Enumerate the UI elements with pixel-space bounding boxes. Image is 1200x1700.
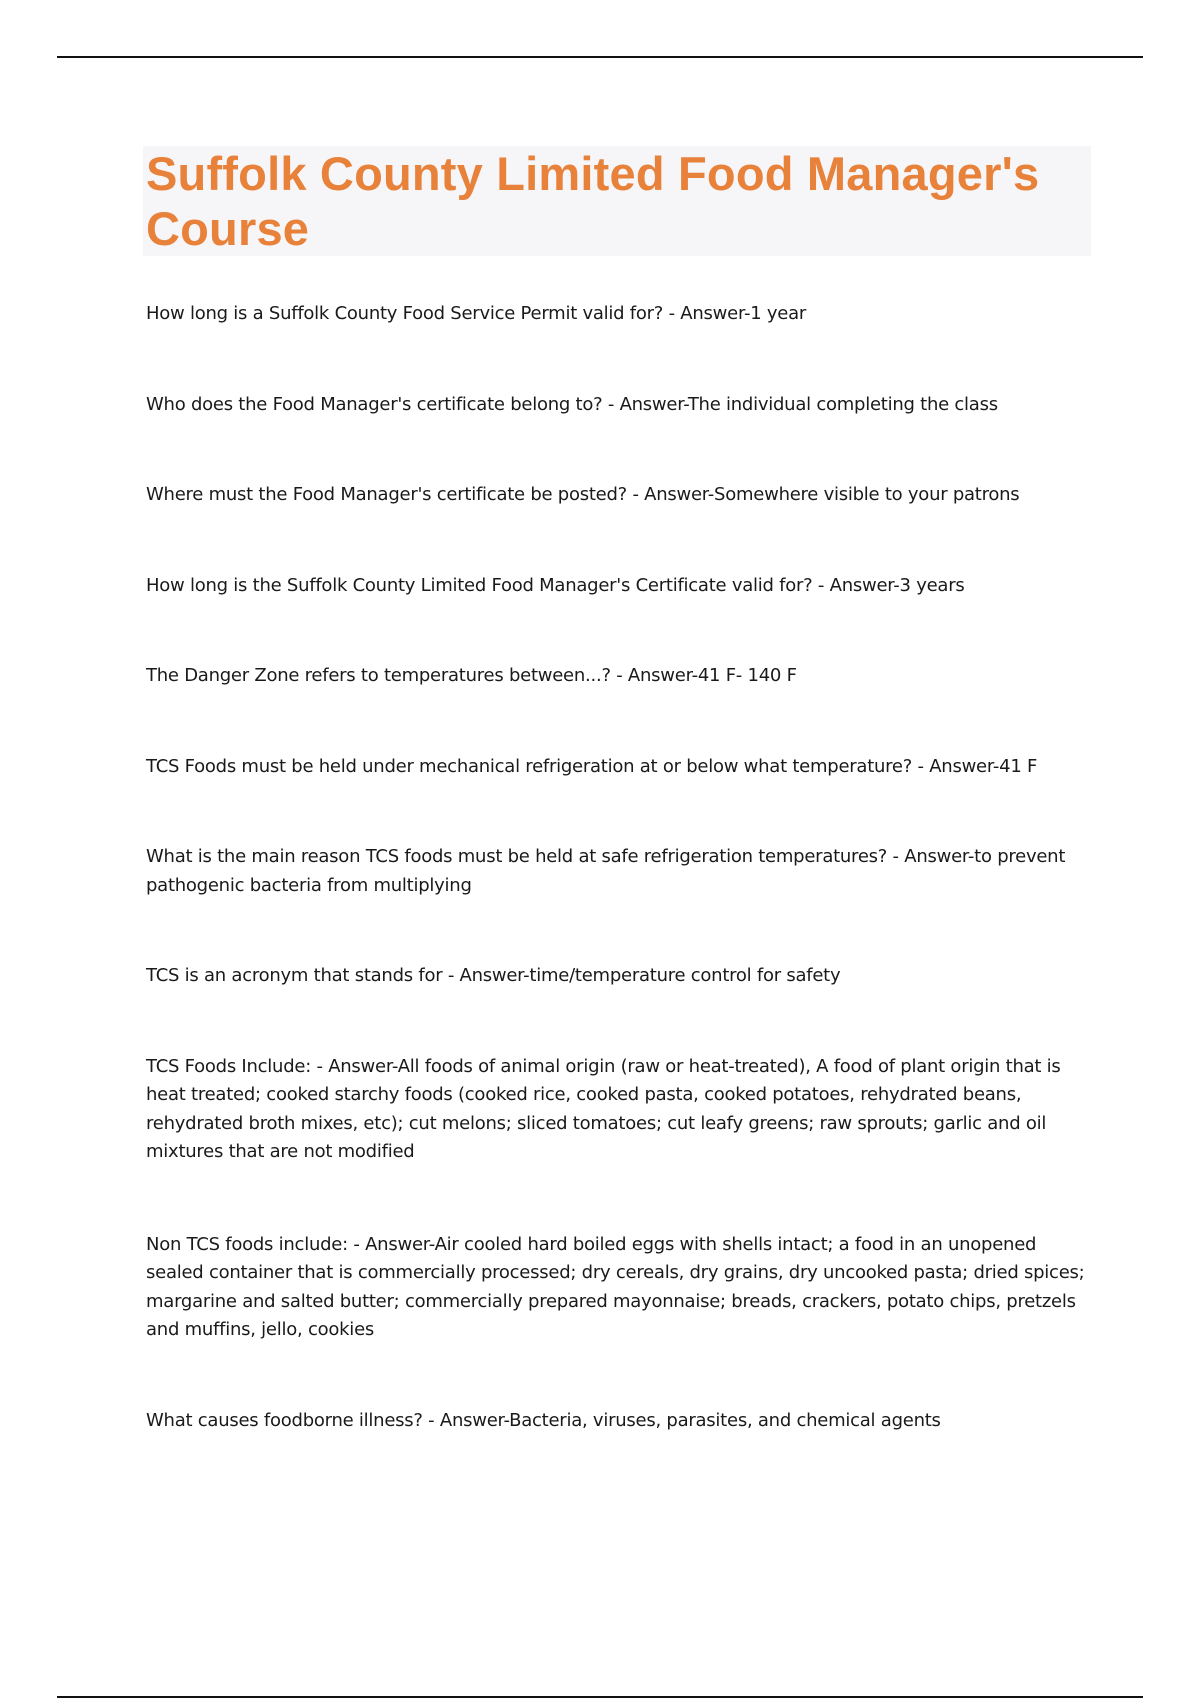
- qa-item: What causes foodborne illness? - Answer-Bacteria, viruses, parasites, and chemical agents: [146, 1409, 941, 1431]
- qa-item: How long is the Suffolk County Limited Food Manager's Certificate valid for? - Answer-3 years: [146, 574, 965, 596]
- bottom-rule: [57, 1696, 1143, 1698]
- qa-list: [146, 300, 1091, 1435]
- qa-item: TCS Foods must be held under mechanical refrigeration at or below what temperature? - Answer-41 F: [146, 755, 1038, 777]
- top-rule: [57, 56, 1143, 58]
- title-banner: [143, 146, 1091, 256]
- qa-item: The Danger Zone refers to temperatures between...? - Answer-41 F- 140 F: [146, 665, 797, 686]
- qa-item: Where must the Food Manager's certificate be posted? - Answer-Somewhere visible to your patrons: [146, 484, 1020, 505]
- qa-item: How long is a Suffolk County Food Service Permit valid for? - Answer-1 year: [146, 303, 807, 324]
- qa-item: TCS Foods Include: - Answer-All foods of animal origin (raw or heat-treated), A food of plant origin that is heat treated; cooked starchy foods (cooked rice, cooked pasta, cooked potatoes, rehydrated beans, rehydrated broth mixes, etc); cut melons; sliced tomatoes; cut leafy greens; raw sprouts; garlic and oil mixtures that are not modified: [146, 1055, 1061, 1162]
- qa-item: TCS is an acronym that stands for - Answer-time/temperature control for safety: [146, 965, 841, 986]
- page-title: Suffolk County Limited Food Manager's Course: [146, 147, 1040, 255]
- qa-item: Who does the Food Manager's certificate belong to? - Answer-The individual completing the class: [146, 393, 998, 415]
- qa-item: What is the main reason TCS foods must be held at safe refrigeration temperatures? - Answer-to prevent pathogenic bacteria from multiplying: [146, 846, 1066, 896]
- qa-item: Non TCS foods include: - Answer-Air cooled hard boiled eggs with shells intact; a food in an unopened sealed container that is commercially processed; dry cereals, dry grains, dry uncooked pasta; dried spices; margarine and salted butter; commercially prepared mayonnaise; breads, crackers, potato chips, pretzels and muffins, jello, cookies: [146, 1233, 1085, 1340]
